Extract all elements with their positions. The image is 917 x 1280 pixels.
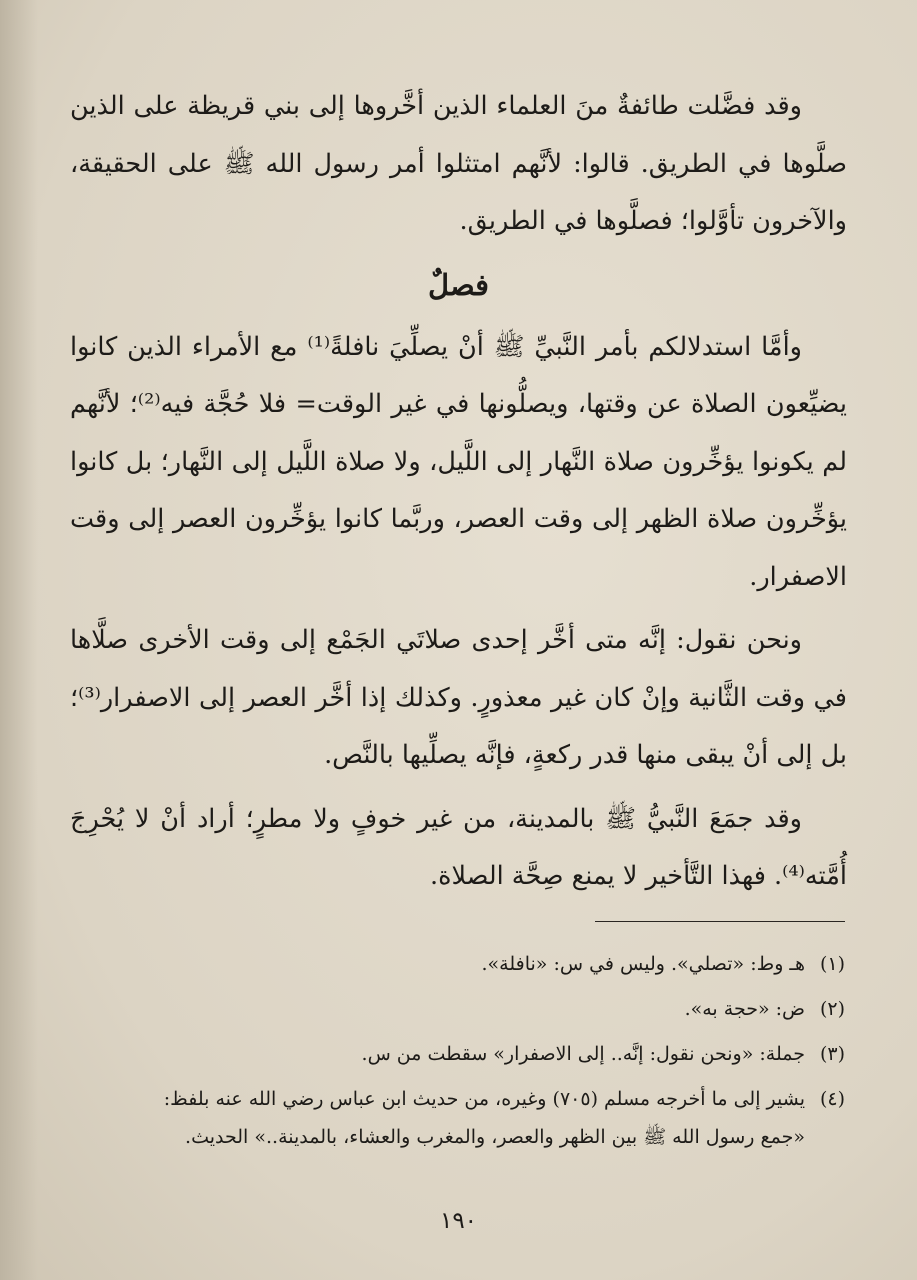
footnote-4	[70, 1077, 845, 1156]
paragraph-1: وقد فضَّلت طائفةٌ منَ العلماء الذين أخَّروها إلى بني قريظة على الذين صلَّوها في الطريق. قالوا: لأنَّهم امتثلوا أمر رسول الله ﷺ على الحقيقة، والآخرون تأوَّلوا؛ فصلَّوها في الطريق.	[70, 91, 847, 236]
main-text	[70, 78, 847, 906]
footnote-number: (١)	[819, 953, 845, 975]
footnotes	[70, 942, 845, 1156]
footnote-text	[70, 942, 805, 987]
page-number: ١٩٠	[439, 1208, 478, 1234]
footnote-text	[70, 1032, 805, 1077]
paragraph-2: وأمَّا استدلالكم بأمر النَّبيِّ ﷺ أنْ يصلِّيَ نافلةً⁽¹⁾ مع الأمراء الذين كانوا يضيِّعون الصلاة عن وقتها، ويصلُّونها في غير الوقت= فلا حُجَّة فيه⁽²⁾؛ لأنَّهم لم يكونوا يؤخِّرون صلاة النَّهار إلى اللَّيل، ولا صلاة اللَّيل إلى النَّهار؛ بل كانوا يؤخِّرون صلاة الظهر إلى وقت العصر، وربَّما كانوا يؤخِّرون العصر إلى وقت الاصفرار.	[70, 331, 847, 592]
footnote-number: (٣)	[819, 1043, 845, 1065]
paragraph-4: وقد جمَعَ النَّبيُّ ﷺ بالمدينة، من غير خوفٍ ولا مطرٍ؛ أراد أنْ لا يُحْرِجَ أُمَّته⁽⁴⁾. فهذا التَّأخير لا يمنع صِحَّة الصلاة.	[70, 803, 847, 891]
footnote-3	[70, 1032, 845, 1077]
footnote-line: جملة: «ونحن نقول: إنَّه.. إلى الاصفرار» سقطت من س.	[361, 1043, 805, 1065]
footnote-line: هـ وط: «تصلي». وليس في س: «نافلة».	[481, 953, 805, 975]
paragraph-3: ونحن نقول: إنَّه متى أخَّر إحدى صلاتَي الجَمْع إلى وقت الأخرى صلَّاها في وقت الثَّانية وإنْ كان غير معذورٍ. وكذلك إذا أخَّر العصر إلى الاصفرار⁽³⁾؛ بل إلى أنْ يبقى منها قدر ركعةٍ، فإنَّه يصلِّيها بالنَّص.	[70, 625, 847, 770]
footnote-number: (٤)	[819, 1088, 845, 1110]
section-heading: فصلٌ	[428, 267, 489, 302]
footnote-2	[70, 987, 845, 1032]
footnote-text	[70, 987, 805, 1032]
footnote-line: يشير إلى ما أخرجه مسلم (٧٠٥) وغيره، من حديث ابن عباس رضي الله عنه بلفظ:	[163, 1088, 805, 1110]
footnote-line: «جمع رسول الله ﷺ بين الظهر والعصر، والمغرب والعشاء، بالمدينة..» الحديث.	[185, 1126, 805, 1148]
footnote-text	[70, 1077, 805, 1156]
footnote-line: ض: «حجة به».	[684, 998, 805, 1020]
footnote-number: (٢)	[819, 998, 845, 1020]
footnote-1	[70, 942, 845, 987]
footnote-divider	[595, 921, 845, 922]
